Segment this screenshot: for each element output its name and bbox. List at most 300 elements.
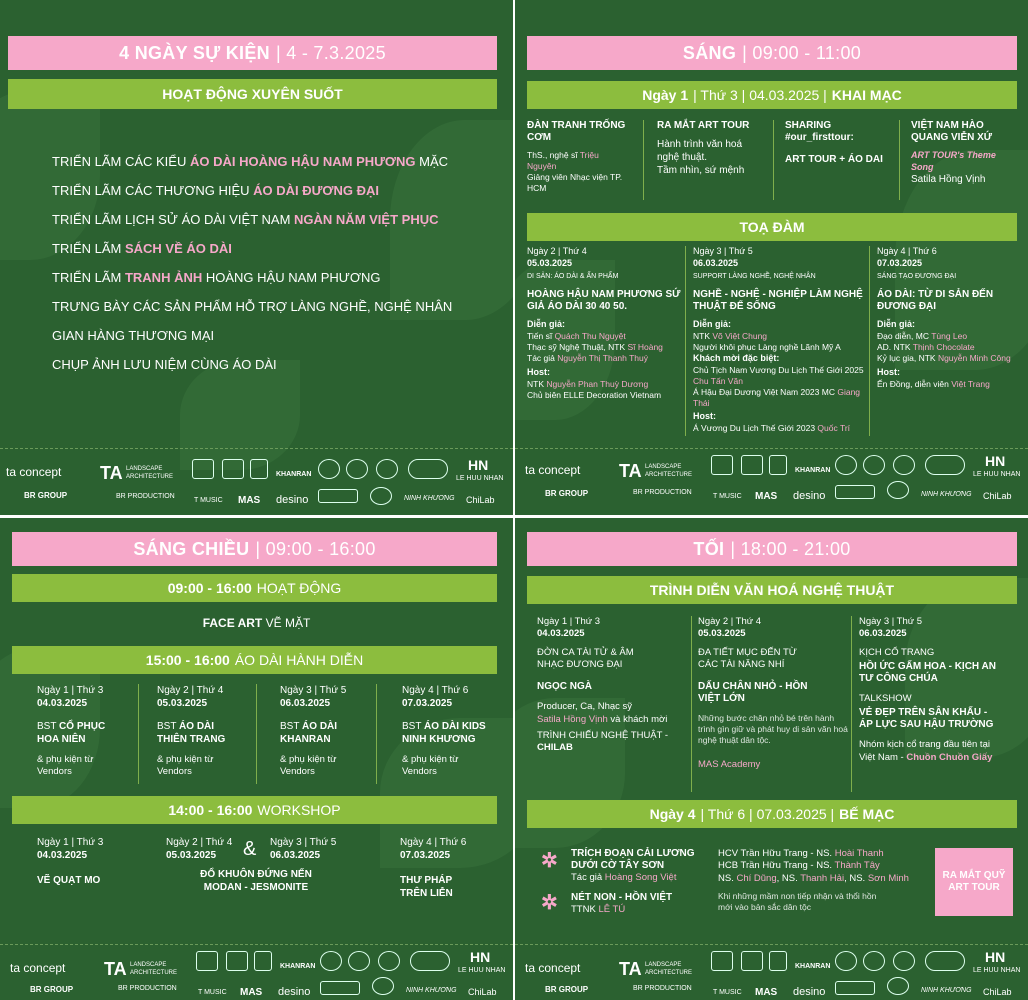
text-line	[527, 150, 627, 172]
art-tour-fund-badge: RA MẮT QUỸ ART TOUR	[935, 848, 1013, 916]
text-label: CỔ PHỤC	[59, 721, 106, 732]
talk-col-1	[527, 246, 687, 401]
text-label: Kỷ lục gia, NTK	[877, 353, 938, 364]
ninh-khuong-logo: NINH KHƯƠNG	[921, 491, 972, 498]
text-label: VẼ QUẠT MO	[37, 875, 101, 886]
program-title: RA MẮT ART TOUR	[657, 120, 750, 131]
sponsor-logo-icon	[769, 951, 787, 971]
text-label: MODAN - JESMONITE	[203, 882, 309, 893]
desino-logo: desino	[276, 494, 309, 506]
sponsor-footer	[515, 944, 1028, 1000]
text-label: 06.03.2025	[693, 257, 739, 268]
sponsor-logo-icon	[893, 455, 915, 475]
text-label: Ngày 3 | Thứ 5	[693, 246, 753, 256]
divider	[773, 120, 774, 200]
text-label: Á Hậu Đại Dương Việt Nam 2023 MC	[693, 387, 838, 398]
text-label: NINH KHƯƠNG	[402, 734, 476, 745]
text-label: Tùng Leo	[931, 331, 968, 342]
text-label: HỒI ỨC GẤM HOA - KỊCH AN TƯ CÔNG CHÚA	[859, 661, 996, 685]
section-title: TRÌNH DIỄN VĂN HOÁ NGHỆ THUẬT	[649, 582, 895, 598]
text-label: Ngày 2 | Thứ 4	[527, 246, 587, 256]
text-label: Satila Hồng Vịnh	[537, 713, 608, 725]
text-label: TALKSHOW	[859, 693, 912, 705]
title-date: | 4 - 7.3.2025	[275, 42, 386, 63]
text-label: Sĩ Hoàng	[627, 342, 663, 353]
program-col-2	[657, 120, 767, 177]
br-group-logo: BR GROUP	[545, 985, 589, 994]
text-label: ÁO DÀI ĐƯƠNG ĐẠI	[253, 183, 380, 198]
divider	[643, 120, 644, 200]
text-line	[718, 873, 948, 885]
section-title: HOẠT ĐỘNG XUYÊN SUỐT	[162, 86, 343, 102]
text-label: , NS.	[844, 872, 868, 884]
bar-time: 14:00 - 16:00	[168, 802, 253, 818]
text-label: BST	[37, 721, 60, 732]
khanran-logo: KHANRAN	[795, 467, 831, 474]
sponsor-logo-icon	[376, 459, 398, 479]
divider	[869, 246, 870, 436]
text-label: SÁNG TẠO ĐƯƠNG ĐẠI	[877, 273, 957, 281]
hn-logo: HN	[985, 453, 1006, 469]
text-label: TRIỂN LÃM CÁC KIỂU	[52, 154, 190, 169]
text-label: AD. NTK	[877, 342, 913, 353]
text-line	[157, 720, 257, 733]
text-label: BST	[280, 721, 303, 732]
sponsor-logo-icon	[741, 455, 763, 475]
text-label: ÁO DÀI	[179, 721, 215, 732]
text-label: Diễn giả:	[693, 319, 732, 330]
text-label: Việt Trang	[951, 378, 990, 389]
show-col-2	[698, 616, 848, 771]
sponsor-logo-icon	[250, 459, 268, 479]
text-label: Nguyễn Minh Công	[937, 353, 1011, 364]
day-date: | Thứ 6 | 07.03.2025 |	[700, 806, 835, 822]
program-subtitle: ART TOUR + ÁO DAI	[785, 154, 883, 165]
hn-logo: HN	[985, 949, 1006, 965]
divider	[685, 246, 686, 436]
text-label: Ngày 4 | Thứ 6	[877, 246, 937, 256]
text-label: ÁO DÀI HOÀNG HẬU NAM PHƯƠNG	[189, 154, 416, 169]
text-label: ÁO DÀI: TỪ DI SẢN ĐẾN ĐƯƠNG ĐẠI	[877, 289, 994, 313]
sponsor-logo-icon	[348, 951, 370, 971]
sponsor-logo-icon	[192, 459, 214, 479]
title-time: | 18:00 - 21:00	[730, 538, 851, 559]
list-item	[52, 205, 452, 234]
sponsor-logo-icon	[863, 455, 885, 475]
ta-concept-logo: ta concept	[525, 961, 581, 975]
divider	[138, 684, 139, 784]
text-label: Thành Tây	[834, 860, 880, 872]
text-label: 06.03.2025	[280, 698, 331, 709]
program-col-3	[785, 120, 895, 166]
day-label: Ngày 1	[642, 87, 689, 103]
t-music-logo: T MUSIC	[198, 989, 227, 996]
hn-logo: HN	[470, 949, 491, 965]
text-label: THƯ PHÁP	[400, 875, 453, 886]
title-main: SÁNG CHIỀU	[133, 538, 250, 559]
text-label: KỊCH CỔ TRANG	[859, 646, 935, 658]
text-label: NGÀN NĂM VIỆT PHỤC	[294, 212, 439, 227]
sponsor-logo-icon	[226, 951, 248, 971]
text-label: Hoàng Song Việt	[604, 872, 677, 883]
sponsor-logo-icon	[222, 459, 244, 479]
text-line	[402, 720, 502, 733]
text-label: VẺ ĐẸP TRÊN SÂN KHẤU - ÁP LỰC SAU HẬU TRƯỜNG	[859, 707, 994, 731]
sponsor-logo-icon	[346, 459, 368, 479]
sponsor-logo-icon	[320, 951, 342, 971]
panel-daytime	[0, 518, 513, 1000]
text-line	[693, 423, 873, 434]
ninh-khuong-logo: NINH KHƯƠNG	[404, 495, 455, 502]
text-line	[877, 353, 1022, 364]
bar-time: 09:00 - 16:00	[167, 580, 252, 596]
list-item	[52, 176, 452, 205]
text-label: Quách Thu Nguyệt	[554, 331, 626, 342]
text-label: Ngày 3 | Thứ 5	[280, 685, 347, 696]
text-line	[571, 904, 711, 916]
sponsor-logo-icon	[887, 977, 909, 995]
text-line	[280, 720, 380, 733]
text-label: 05.03.2025	[157, 698, 208, 709]
text-label: NTK	[527, 378, 547, 389]
text-label: ĐỜN CA TÀI TỬ & ÂM NHẠC ĐƯƠNG ĐẠI	[537, 646, 634, 671]
text-label: Host:	[693, 411, 716, 422]
text-label: LÊ TÚ	[598, 904, 626, 915]
face-art-line	[0, 616, 513, 632]
landscape-label: LANDSCAPE	[645, 464, 682, 470]
mas-logo: MAS	[755, 491, 778, 502]
section-bar	[8, 79, 497, 109]
text-line	[527, 353, 687, 364]
desino-logo: desino	[793, 986, 826, 998]
text-label: Ngày 2 | Thứ 4	[698, 616, 762, 627]
ta-concept-logo: ta concept	[525, 463, 581, 477]
program-desc: Tầm nhìn, sứ mệnh	[657, 165, 745, 176]
show-col-1	[537, 616, 687, 755]
text-label: NGỌC NGÀ	[537, 681, 592, 693]
text-label: Chu Tấn Văn	[693, 375, 743, 386]
le-huu-nhan-label: LE HUU NHAN	[456, 475, 504, 482]
divider	[851, 616, 852, 792]
program-desc: Giảng viên Nhạc viện TP. HCM	[527, 172, 623, 194]
flower-icon: ✲	[541, 892, 558, 914]
text-label: Ngày 3 | Thứ 5	[859, 616, 923, 627]
closing-item-1	[571, 848, 711, 884]
sponsor-logo-icon	[769, 455, 787, 475]
br-production-logo: BR PRODUCTION	[116, 493, 175, 500]
title-main: 4 NGÀY SỰ KIỆN	[119, 42, 270, 63]
text-line	[718, 848, 948, 860]
text-label: ÁO DÀI KIDS	[424, 721, 486, 732]
sponsor-logo-icon	[711, 455, 733, 475]
panel-overview	[0, 0, 513, 515]
chilab-logo: ChiLab	[983, 987, 1012, 997]
text-label: Chí Dũng	[736, 872, 777, 884]
text-label: GIAN HÀNG THƯƠNG MẠI	[52, 328, 215, 343]
text-label: HCV Trần Hữu Trang - NS.	[718, 848, 835, 859]
text-label: 05.03.2025	[527, 257, 573, 268]
show-col-3	[280, 684, 380, 779]
title-time: | 09:00 - 16:00	[255, 538, 376, 559]
text-label: Sơn Minh	[867, 872, 909, 884]
sponsor-logo-icon	[370, 487, 392, 505]
hn-logo: HN	[468, 457, 489, 473]
text-label: Nhóm kịch cổ trang đầu tiên tại	[859, 739, 990, 751]
sponsor-logo-icon	[741, 951, 763, 971]
ta-landscape-logo: TA	[100, 463, 123, 483]
text-label: TRIỂN LÃM LỊCH SỬ ÁO DÀI VIỆT NAM	[52, 212, 295, 227]
sponsor-logo-icon	[320, 981, 360, 995]
chilab-logo: ChiLab	[466, 495, 495, 505]
br-group-logo: BR GROUP	[24, 491, 68, 500]
text-label: TRIỂN LÃM CÁC THƯƠNG HIỆU	[52, 183, 254, 198]
sponsor-logo-icon	[893, 951, 915, 971]
sponsor-logo-icon	[711, 951, 733, 971]
sponsor-logo-icon	[887, 481, 909, 499]
sponsor-logo-icon	[835, 951, 857, 971]
text-label: TRÍCH ĐOẠN CẢI LƯƠNG DƯỚI CỜ TÂY SƠN	[571, 848, 695, 871]
text-label: HOÀNG HẬU NAM PHƯƠNG	[202, 270, 381, 285]
day-title: KHAI MẠC	[831, 87, 902, 103]
panel-evening	[515, 518, 1028, 1000]
section-bar	[527, 576, 1017, 604]
sponsor-logo-icon	[835, 485, 875, 499]
title-time: | 09:00 - 11:00	[742, 42, 862, 63]
ta-landscape-logo: TA	[619, 959, 642, 979]
text-label: TRÌNH CHIẾU NGHỆ THUẬT -	[537, 730, 669, 742]
text-label: Chủ biên ELLE Decoration Vietnam	[527, 390, 662, 401]
show-col-3	[859, 616, 1019, 764]
program-col-1	[527, 120, 627, 194]
landscape-label: LANDSCAPE	[130, 962, 167, 968]
sponsor-logo-icon	[835, 455, 857, 475]
panel-title	[12, 532, 497, 566]
panel-morning	[515, 0, 1028, 515]
ta-concept-logo: ta concept	[6, 465, 62, 479]
text-line	[859, 752, 1019, 764]
text-label: TRANH ẢNH	[124, 270, 203, 285]
title-main: TỐI	[693, 538, 725, 559]
text-label: & phụ kiện từ Vendors	[37, 754, 94, 778]
section-bar	[12, 646, 497, 674]
list-item	[52, 321, 452, 350]
text-label: TRƯNG BÀY CÁC SẢN PHẨM HỖ TRỢ LÀNG NGHỀ, NGHỆ NHÂN	[52, 299, 453, 314]
mas-logo: MAS	[238, 495, 261, 506]
list-item	[52, 147, 452, 176]
text-label: THIÊN TRANG	[157, 734, 226, 745]
sponsor-logo-icon	[925, 455, 965, 475]
divider	[691, 616, 692, 792]
artist: Satila Hồng Vịnh	[911, 174, 986, 186]
chilab-logo: ChiLab	[983, 491, 1012, 501]
section-bar	[12, 574, 497, 602]
day-bar	[527, 81, 1017, 109]
section-bar	[12, 796, 497, 824]
sponsor-logo-icon	[318, 489, 358, 503]
text-label: NTK	[693, 331, 713, 342]
text-label: Khi những mầm non tiếp nhận và thổi hồn mới vào bản sắc dân tộc	[718, 891, 877, 913]
text-line	[527, 342, 687, 353]
ta-landscape-logo: TA	[619, 461, 642, 481]
text-label: Người khôi phục Làng nghề Lãnh Mỹ A	[693, 342, 841, 353]
text-label: Việt Nam -	[859, 751, 907, 763]
text-label: NÉT NON - HỒN VIỆT	[571, 892, 673, 903]
text-label: Chủ Tịch Nam Vương Du Lịch Thế Giới 2025	[693, 364, 864, 375]
text-label: Quốc Trí	[817, 422, 851, 433]
text-label: HOA NIÊN	[37, 734, 86, 745]
text-label: Ến Đồng, diễn viên	[877, 378, 952, 389]
text-label: DẤU CHÂN NHỎ - HỒN VIỆT LỚN	[698, 681, 808, 705]
program-desc: Hành trình văn hoá nghệ thuật.	[657, 139, 743, 163]
day-title: BẾ MẠC	[839, 806, 895, 822]
khanran-logo: KHANRAN	[280, 963, 316, 970]
t-music-logo: T MUSIC	[194, 497, 223, 504]
text-label: Producer, Ca, Nhạc sỹ	[537, 701, 633, 713]
text-label: Ngày 2 | Thứ 4	[157, 685, 224, 696]
text-label: Ngày 3 | Thứ 5	[270, 837, 337, 848]
ninh-khuong-logo: NINH KHƯƠNG	[921, 987, 972, 994]
sponsor-footer	[0, 448, 513, 510]
text-label: Ngày 1 | Thứ 3	[537, 616, 601, 627]
sponsor-logo-icon	[378, 951, 400, 971]
text-label: Ngày 4 | Thứ 6	[400, 837, 467, 848]
divider	[376, 684, 377, 784]
list-item	[52, 263, 452, 292]
text-label: Host:	[877, 367, 900, 378]
text-label: ĐỔ KHUÔN ĐỨNG NẾN	[200, 869, 312, 880]
panel-title	[8, 36, 497, 70]
program-title: VIỆT NAM HÀO QUANG VIỄN XỨ	[911, 120, 993, 143]
day-date: | Thứ 3 | 04.03.2025 |	[693, 87, 827, 103]
text-label: Nguyễn Thị Thanh Thuý	[557, 353, 648, 364]
landscape-label: LANDSCAPE	[645, 962, 682, 968]
text-line	[718, 860, 948, 872]
text-label: KHANRAN	[280, 734, 331, 745]
text-label: HCB Trần Hữu Trang - NS.	[718, 860, 835, 872]
khanran-logo: KHANRAN	[795, 963, 831, 970]
br-production-logo: BR PRODUCTION	[633, 489, 692, 496]
text-label: Thịnh Chocolate	[912, 342, 975, 353]
text-label: 04.03.2025	[37, 850, 88, 861]
talk-col-3	[877, 246, 1022, 390]
program-col-4	[911, 120, 1011, 186]
text-label: NGHỀ - NGHỆ - NGHIỆP LÀM NGHỆ THUẬT ĐỂ SỐNG	[693, 289, 863, 313]
mas-logo: MAS	[240, 987, 263, 998]
text-label: Hoài Thanh	[834, 848, 884, 859]
landscape-label: LANDSCAPE	[126, 466, 163, 472]
text-label: Thanh Hải	[800, 872, 845, 884]
sponsor-logo-icon	[318, 459, 340, 479]
text-label: Tiến sĩ	[527, 331, 555, 342]
text-line	[527, 379, 687, 390]
text-label: Những bước chân nhỏ bé trên hành trình gìn giữ và phát huy di sản văn hoá nghệ thuật dân tộc.	[698, 713, 848, 746]
bar-title: WORKSHOP	[257, 802, 341, 818]
text-label: Tác giả	[571, 872, 605, 883]
day-bar	[527, 800, 1017, 828]
text-label: MẶC	[415, 154, 449, 169]
t-music-logo: T MUSIC	[713, 493, 742, 500]
khanran-logo: KHANRAN	[276, 471, 312, 478]
text-label: CHỤP ẢNH LƯU NIỆM CÙNG ÁO DÀI	[52, 357, 277, 372]
text-line	[877, 379, 1022, 390]
text-label: SUPPORT LÀNG NGHỀ, NGHỆ NHÂN	[693, 273, 816, 281]
text-label: HOÀNG HẬU NAM PHƯƠNG SỨ GIẢ ÁO DÀI 30 40 50.	[527, 289, 681, 313]
text-label: Nguyễn Phan Thuỳ Dương	[546, 378, 649, 389]
talk-col-2	[693, 246, 873, 434]
show-col-2	[157, 684, 257, 779]
le-huu-nhan-label: LE HUU NHAN	[458, 967, 506, 974]
text-label: CHILAB	[537, 742, 573, 754]
closing-item-2	[571, 892, 711, 916]
text-label: 05.03.2025	[698, 628, 746, 640]
sponsor-logo-icon	[410, 951, 450, 971]
bar-title: ÁO DÀI HÀNH DIỄN	[234, 652, 364, 668]
ninh-khuong-logo: NINH KHƯƠNG	[406, 987, 457, 994]
workshop-title-shared	[166, 868, 346, 894]
architecture-label: ARCHITECTURE	[645, 970, 693, 976]
text-line	[877, 331, 1022, 342]
text-label: Diễn giả:	[877, 319, 916, 330]
text-line	[877, 342, 1022, 353]
text-line	[527, 331, 687, 342]
br-group-logo: BR GROUP	[545, 489, 589, 498]
program-title: ĐÀN TRANH TRỐNG CƠM	[527, 120, 626, 143]
text-label: Á Vương Du Lịch Thế Giới 2023	[693, 422, 818, 433]
text-label: Võ Việt Chung	[712, 331, 768, 342]
text-label: Host:	[527, 367, 550, 378]
sponsor-logo-icon	[254, 951, 272, 971]
theme-song: ART TOUR's Theme Song	[911, 150, 996, 172]
text-label: & phụ kiện từ Vendors	[157, 754, 214, 778]
text-line	[37, 720, 147, 733]
text-label: VẼ MẶT	[262, 616, 311, 630]
text-label: Đạo diễn, MC	[877, 331, 932, 342]
text-line	[693, 387, 873, 409]
workshop-col-4	[400, 836, 500, 900]
text-label: 04.03.2025	[537, 628, 585, 640]
list-item	[52, 292, 452, 321]
sponsor-logo-icon	[925, 951, 965, 971]
sponsor-logo-icon	[196, 951, 218, 971]
text-label: Ngày 1 | Thứ 3	[37, 837, 104, 848]
bar-time: 15:00 - 16:00	[145, 652, 230, 668]
text-label: TTNK	[571, 904, 599, 915]
mas-logo: MAS	[755, 987, 778, 998]
sponsor-logo-icon	[408, 459, 448, 479]
text-label: Tác giả	[527, 353, 558, 364]
br-production-logo: BR PRODUCTION	[118, 985, 177, 992]
text-label: 04.03.2025	[37, 698, 88, 709]
text-label: ÁO DÀI	[302, 721, 338, 732]
chilab-logo: ChiLab	[468, 987, 497, 997]
le-huu-nhan-label: LE HUU NHAN	[973, 967, 1021, 974]
text-label: Triệu Nguyên	[527, 150, 599, 172]
closing-performers	[718, 848, 948, 913]
text-line	[571, 872, 711, 884]
t-music-logo: T MUSIC	[713, 989, 742, 996]
text-label: , NS.	[776, 872, 801, 884]
show-col-4	[402, 684, 502, 779]
le-huu-nhan-label: LE HUU NHAN	[973, 471, 1021, 478]
text-label: & phụ kiện từ Vendors	[402, 754, 459, 778]
br-group-logo: BR GROUP	[30, 985, 74, 994]
text-label: BST	[157, 721, 180, 732]
divider	[256, 684, 257, 784]
text-label: & phụ kiện từ Vendors	[280, 754, 337, 778]
text-label: và khách mời	[607, 713, 668, 725]
architecture-label: ARCHITECTURE	[645, 472, 693, 478]
sponsor-logo-icon	[372, 977, 394, 995]
